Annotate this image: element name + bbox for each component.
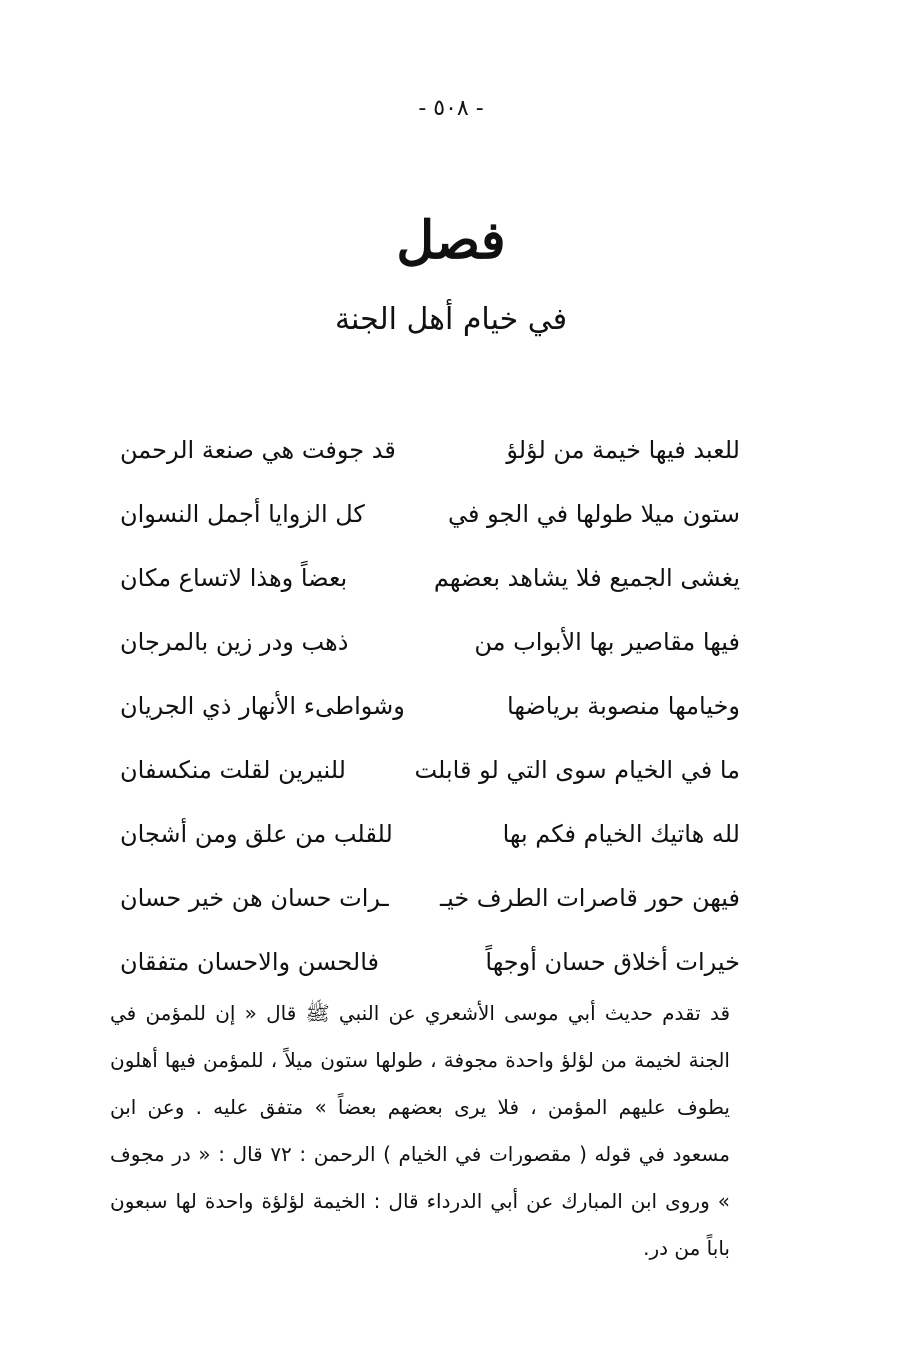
chapter-subtitle: في خيام أهل الجنة <box>334 302 568 337</box>
verse <box>120 482 740 546</box>
verse <box>120 674 740 738</box>
verse <box>120 418 740 482</box>
verse-second-hemistich: للقلب من علق ومن أشجان <box>120 820 393 848</box>
verse-second-hemistich: كل الزوايا أجمل النسوان <box>120 500 365 528</box>
verse-second-hemistich: ذهب ودر زين بالمرجان <box>120 628 349 656</box>
verse <box>120 930 740 994</box>
verse <box>120 610 740 674</box>
verse-first-hemistich: فيها مقاصير بها الأبواب من <box>474 628 740 656</box>
verse <box>120 802 740 866</box>
verse <box>120 866 740 930</box>
page-number: - ٥٠٨ - <box>418 96 484 121</box>
chapter-title: فصل <box>396 210 506 271</box>
verse-second-hemistich: للنيرين لقلت منكسفان <box>120 756 346 784</box>
verse-first-hemistich: ستون ميلا طولها في الجو في <box>448 500 740 528</box>
verse-first-hemistich: يغشى الجميع فلا يشاهد بعضهم <box>433 564 740 592</box>
verse-first-hemistich: وخيامها منصوبة برياضها <box>507 692 740 720</box>
poem <box>120 418 740 994</box>
verse-first-hemistich: خيرات أخلاق حسان أوجهاً <box>485 948 740 976</box>
verse-first-hemistich: ما في الخيام سوى التي لو قابلت <box>414 756 740 784</box>
prose-paragraph: قد تقدم حديث أبي موسى الأشعري عن النبي ﷺ قال « إن للمؤمن في الجنة لخيمة من لؤلؤ واحدة مجوفة ، طولها ستون ميلاً ، للمؤمن فيها أهلون يطوف عليهم المؤمن ، فلا يرى بعضهم بعضاً » متفق عليه . وعن ابن مسعود في قوله ( مقصورات في الخيام ) الرحمن : ٧٢ قال : « در مجوف » وروى ابن المبارك عن أبي الدرداء قال : الخيمة لؤلؤة واحدة لها سبعون باباً من در. <box>110 1001 730 1260</box>
verse-second-hemistich: بعضاً وهذا لاتساع مكان <box>120 564 348 592</box>
verse-first-hemistich: فيهن حور قاصرات الطرف خيـ <box>440 884 740 912</box>
verse-first-hemistich: لله هاتيك الخيام فكم بها <box>502 820 740 848</box>
verse-second-hemistich: قد جوفت هي صنعة الرحمن <box>120 436 396 464</box>
verse-first-hemistich: للعبد فيها خيمة من لؤلؤ <box>506 436 740 464</box>
verse-second-hemistich: فالحسن والاحسان متفقان <box>120 948 379 976</box>
verse-second-hemistich: وشواطىء الأنهار ذي الجريان <box>120 692 405 720</box>
verse <box>120 546 740 610</box>
verse-second-hemistich: ـرات حسان هن خير حسان <box>120 884 389 912</box>
verse <box>120 738 740 802</box>
